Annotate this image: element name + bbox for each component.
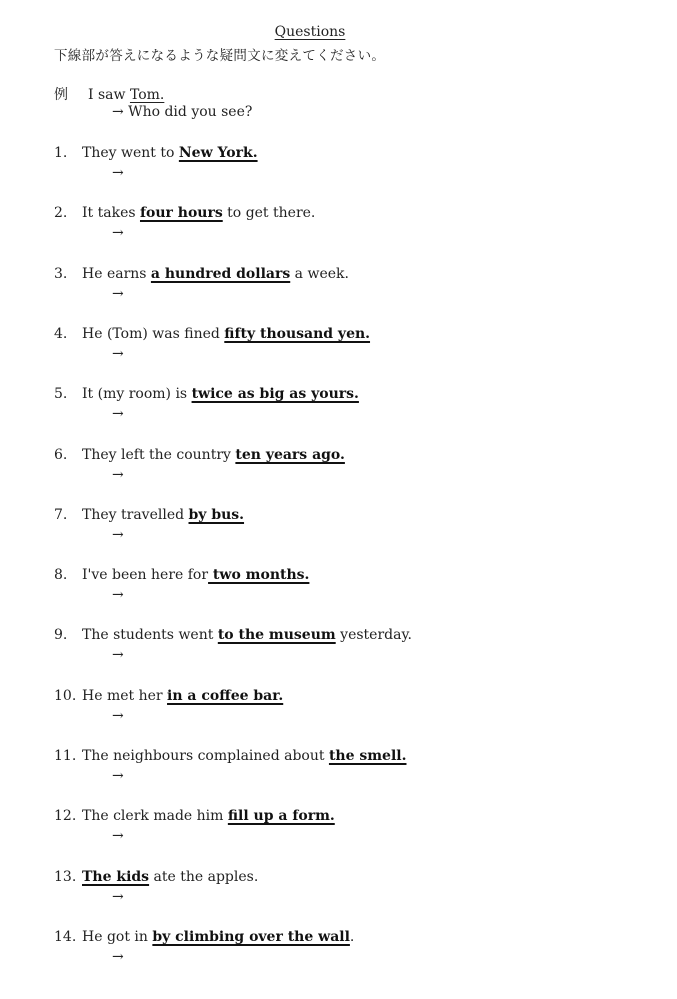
question-underlined-answer: twice as big as yours. [191,386,359,402]
question-number: 3. [54,266,68,282]
question-number: 8. [54,567,68,583]
question-text-before: The neighbours complained about [82,748,329,764]
question-text-after: . [349,929,355,945]
answer-arrow: → [112,828,124,844]
answer-arrow: → [112,587,124,603]
example-underlined: Tom. [129,87,165,103]
question-number: 12. [54,808,77,824]
answer-arrow: → [112,527,124,543]
question-underlined-answer: by bus. [188,507,245,523]
question-number: 14. [54,929,77,945]
answer-arrow: → [112,346,124,362]
question-number: 13. [54,869,77,885]
question-item [54,748,406,764]
question-item [54,266,349,282]
question-item [54,507,244,523]
question-underlined-answer: two months. [208,567,310,583]
question-text-before: He met her [82,688,168,704]
question-item [54,627,412,643]
question-text-before: They went to [82,145,179,161]
question-item [54,869,258,885]
question-text-before: It takes [82,205,140,221]
question-text-before: I've been here for [82,567,209,583]
question-underlined-answer: in a coffee bar. [167,688,284,704]
question-text-after: yesterday. [335,627,412,643]
example-label: 例 [54,87,68,103]
question-text-before: He got in [82,929,153,945]
example-answer: → Who did you see? [112,104,253,120]
question-number: 7. [54,507,68,523]
question-number: 2. [54,205,68,221]
question-text-before: They left the country [82,447,236,463]
question-number: 1. [54,145,68,161]
question-text-after: to get there. [222,205,316,221]
question-underlined-answer: a hundred dollars [150,266,291,282]
question-text-after: ate the apples. [149,869,259,885]
question-item [54,808,335,824]
question-text-before: They travelled [82,507,189,523]
question-item [54,386,359,402]
question-text-after: a week. [290,266,349,282]
question-number: 6. [54,447,68,463]
question-number: 4. [54,326,68,342]
answer-arrow: → [112,165,124,181]
answer-arrow: → [112,647,124,663]
question-underlined-answer: by climbing over the wall [152,929,350,945]
example-before: I saw [88,87,130,103]
question-underlined-answer: ten years ago. [235,447,345,463]
instruction-text: 下線部が答えになるような疑問文に変えてください。 [54,48,386,64]
answer-arrow: → [112,467,124,483]
answer-arrow: → [112,708,124,724]
example-sentence [54,84,164,104]
question-number: 10. [54,688,77,704]
question-item [54,567,309,583]
question-number: 5. [54,386,68,402]
question-item [54,326,370,342]
question-number: 11. [54,748,77,764]
question-item [54,688,283,704]
page-title: Questions [274,24,346,40]
question-underlined-answer: fill up a form. [227,808,335,824]
question-underlined-answer: fifty thousand yen. [224,326,371,342]
question-item [54,929,354,945]
question-underlined-answer: to the museum [217,627,336,643]
question-item [54,205,315,221]
answer-arrow: → [112,949,124,965]
answer-arrow: → [112,225,124,241]
question-underlined-answer: New York. [178,145,258,161]
question-item [54,145,258,161]
question-underlined-answer: The kids [82,869,150,885]
answer-arrow: → [112,889,124,905]
question-text-before: He (Tom) was fined [82,326,225,342]
answer-arrow: → [112,286,124,302]
question-text-before: He earns [82,266,151,282]
question-text-before: The students went [82,627,218,643]
question-text-before: The clerk made him [82,808,228,824]
question-underlined-answer: four hours [139,205,223,221]
answer-arrow: → [112,406,124,422]
question-number: 9. [54,627,68,643]
question-text-before: It (my room) is [82,386,192,402]
answer-arrow: → [112,768,124,784]
question-underlined-answer: the smell. [328,748,407,764]
question-item [54,447,345,463]
